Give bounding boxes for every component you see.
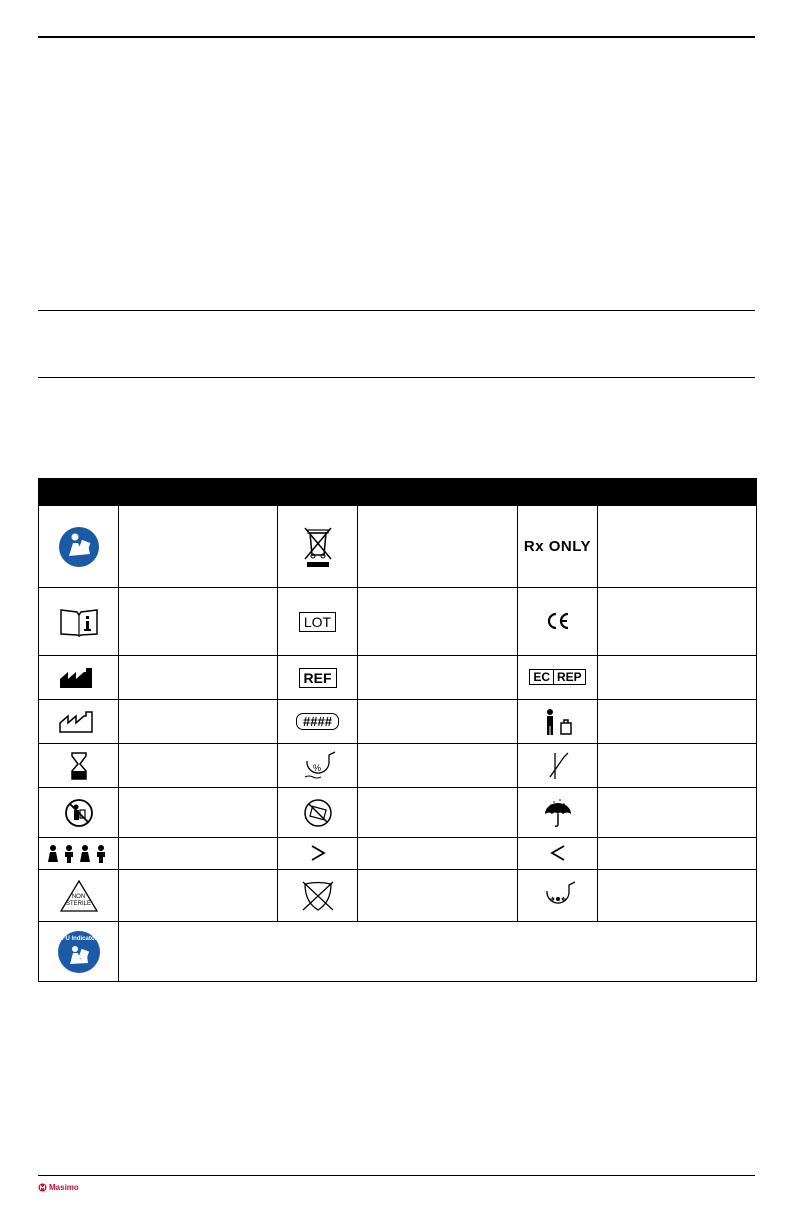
do-not-use-if-damaged-icon xyxy=(303,798,333,828)
header-description-3 xyxy=(598,479,757,506)
symbols-table xyxy=(38,478,757,982)
table-row xyxy=(39,506,757,588)
ifu-indicator-icon xyxy=(57,930,101,974)
symbol-cell xyxy=(39,656,119,700)
non-sterile-label-1: NON xyxy=(71,893,86,900)
description-cell xyxy=(598,588,757,656)
ec-rep-icon xyxy=(529,669,585,685)
greater-than-icon xyxy=(310,844,326,862)
description-cell xyxy=(598,700,757,744)
description-cell xyxy=(358,788,518,838)
symbol-cell xyxy=(518,656,598,700)
symbol-cell xyxy=(278,744,358,788)
rep-label: REP xyxy=(556,670,582,685)
symbol-cell xyxy=(278,788,358,838)
table-row xyxy=(39,656,757,700)
table-row xyxy=(39,838,757,870)
table-row xyxy=(39,788,757,838)
catalog-number-symbol: #### xyxy=(296,713,339,730)
follow-instructions-icon xyxy=(58,526,100,568)
symbol-cell xyxy=(39,870,119,922)
symbol-cell xyxy=(518,744,598,788)
description-cell xyxy=(119,700,278,744)
symbol-cell xyxy=(278,700,358,744)
manufacturer-icon xyxy=(59,667,99,689)
symbol-cell xyxy=(278,870,358,922)
symbol-cell xyxy=(39,838,119,870)
lot-symbol: LOT xyxy=(299,612,336,632)
description-cell xyxy=(119,744,278,788)
ref-symbol: REF xyxy=(299,668,337,688)
header-symbol-3 xyxy=(518,479,598,506)
consult-instructions-icon xyxy=(59,607,99,637)
symbol-cell xyxy=(518,788,598,838)
description-cell xyxy=(119,788,278,838)
atmospheric-pressure-icon xyxy=(541,881,575,911)
header-symbol-2 xyxy=(278,479,358,506)
section-rule-bottom xyxy=(38,377,755,378)
symbol-cell xyxy=(278,838,358,870)
symbol-cell xyxy=(518,700,598,744)
ifu-description-cell xyxy=(119,922,757,982)
symbol-cell xyxy=(278,588,358,656)
symbol-cell xyxy=(39,788,119,838)
date-of-manufacture-icon xyxy=(59,711,99,733)
masimo-logo-mark-icon xyxy=(38,1183,47,1192)
section-rule-top xyxy=(38,310,755,311)
table-row xyxy=(39,870,757,922)
top-rule xyxy=(38,36,755,38)
description-cell xyxy=(358,588,518,656)
weee-disposal-icon xyxy=(303,525,333,569)
description-cell xyxy=(598,838,757,870)
less-than-icon xyxy=(550,844,566,862)
description-cell xyxy=(598,656,757,700)
description-cell xyxy=(119,838,278,870)
symbol-cell xyxy=(39,922,119,982)
header-description-2 xyxy=(358,479,518,506)
symbol-cell xyxy=(518,870,598,922)
keep-dry-icon xyxy=(542,798,574,828)
description-cell xyxy=(119,656,278,700)
description-cell xyxy=(358,700,518,744)
description-cell xyxy=(119,588,278,656)
non-sterile-label-2: STERILE xyxy=(65,900,91,907)
symbol-cell xyxy=(39,588,119,656)
temperature-limit-icon xyxy=(546,751,570,781)
svg-text:%: % xyxy=(312,762,321,773)
symbol-cell xyxy=(518,588,598,656)
symbol-cell xyxy=(39,744,119,788)
footer-rule xyxy=(38,1175,755,1176)
symbol-cell xyxy=(278,506,358,588)
description-cell xyxy=(358,744,518,788)
description-cell xyxy=(358,506,518,588)
symbol-cell xyxy=(39,700,119,744)
ce-mark-icon xyxy=(545,612,571,630)
table-row xyxy=(39,922,757,982)
symbol-cell xyxy=(278,656,358,700)
description-cell xyxy=(598,870,757,922)
description-cell xyxy=(358,870,518,922)
non-sterile-icon xyxy=(59,879,99,913)
use-by-icon xyxy=(70,751,88,781)
multiple-patients-icon xyxy=(47,844,111,864)
ifu-indicator-label: IFU Indicator xyxy=(60,935,97,942)
header-description-1 xyxy=(119,479,278,506)
table-row xyxy=(39,588,757,656)
table-header-row xyxy=(39,479,757,506)
rx-only-symbol: Rx ONLY xyxy=(523,537,592,555)
table-row xyxy=(39,744,757,788)
description-cell xyxy=(358,838,518,870)
symbol-cell xyxy=(39,506,119,588)
description-cell xyxy=(358,656,518,700)
symbol-cell xyxy=(518,506,598,588)
description-cell xyxy=(598,506,757,588)
keep-away-from-children-icon xyxy=(64,798,94,828)
not-made-with-latex-icon xyxy=(301,880,335,912)
patient-weight-icon xyxy=(542,708,574,736)
description-cell xyxy=(119,506,278,588)
table-row xyxy=(39,700,757,744)
description-cell xyxy=(598,788,757,838)
masimo-logo xyxy=(38,1183,79,1192)
humidity-limit-icon xyxy=(301,751,335,781)
description-cell xyxy=(119,870,278,922)
symbol-cell xyxy=(518,838,598,870)
description-cell xyxy=(598,744,757,788)
masimo-logo-text: Masimo xyxy=(49,1183,79,1192)
ec-label: EC xyxy=(530,670,554,684)
header-symbol-1 xyxy=(39,479,119,506)
